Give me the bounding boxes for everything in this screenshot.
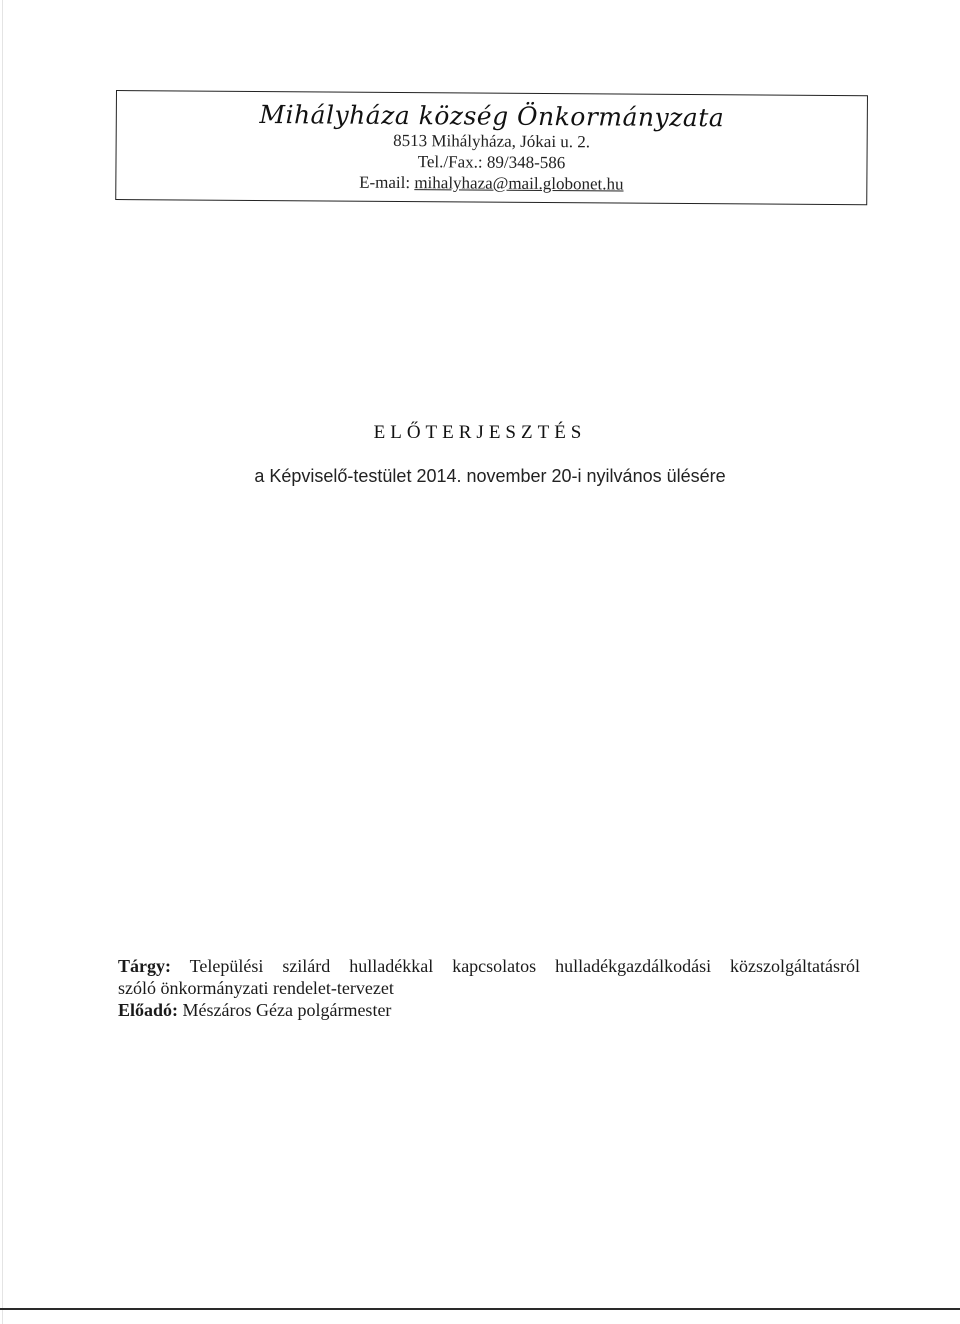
page-bottom-edge [0, 1308, 960, 1310]
organization-phone: Tel./Fax.: 89/348-586 [417, 152, 566, 173]
presenter-name: Mészáros Géza polgármester [182, 1000, 392, 1020]
presenter-label: Előadó: [118, 1000, 179, 1020]
organization-name: Mihályháza község Önkormányzata [259, 100, 725, 133]
document-subtitle: a Képviselő-testület 2014. november 20-i nyilvános ülésére [254, 466, 726, 486]
subject-text: Települési szilárd hulladékkal kapcsolatos hulladékgazdálkodási közszolgáltatásról [189, 956, 860, 976]
subject-line [118, 955, 860, 977]
document-title: ELŐTERJESZTÉS [373, 422, 587, 443]
subject-text-continuation: szóló önkormányzati rendelet-tervezet [118, 978, 394, 998]
email-link[interactable]: mihalyhaza@mail.globonet.hu [414, 173, 624, 194]
subject-label: Tárgy: [118, 956, 171, 976]
subject-block [118, 955, 860, 1021]
email-label: E-mail: [359, 172, 415, 193]
organization-address: 8513 Mihályháza, Jókai u. 2. [393, 130, 591, 152]
presenter-line [118, 999, 860, 1021]
letterhead-box [115, 90, 868, 205]
page-edge [2, 0, 3, 1324]
organization-email-line [116, 170, 866, 196]
